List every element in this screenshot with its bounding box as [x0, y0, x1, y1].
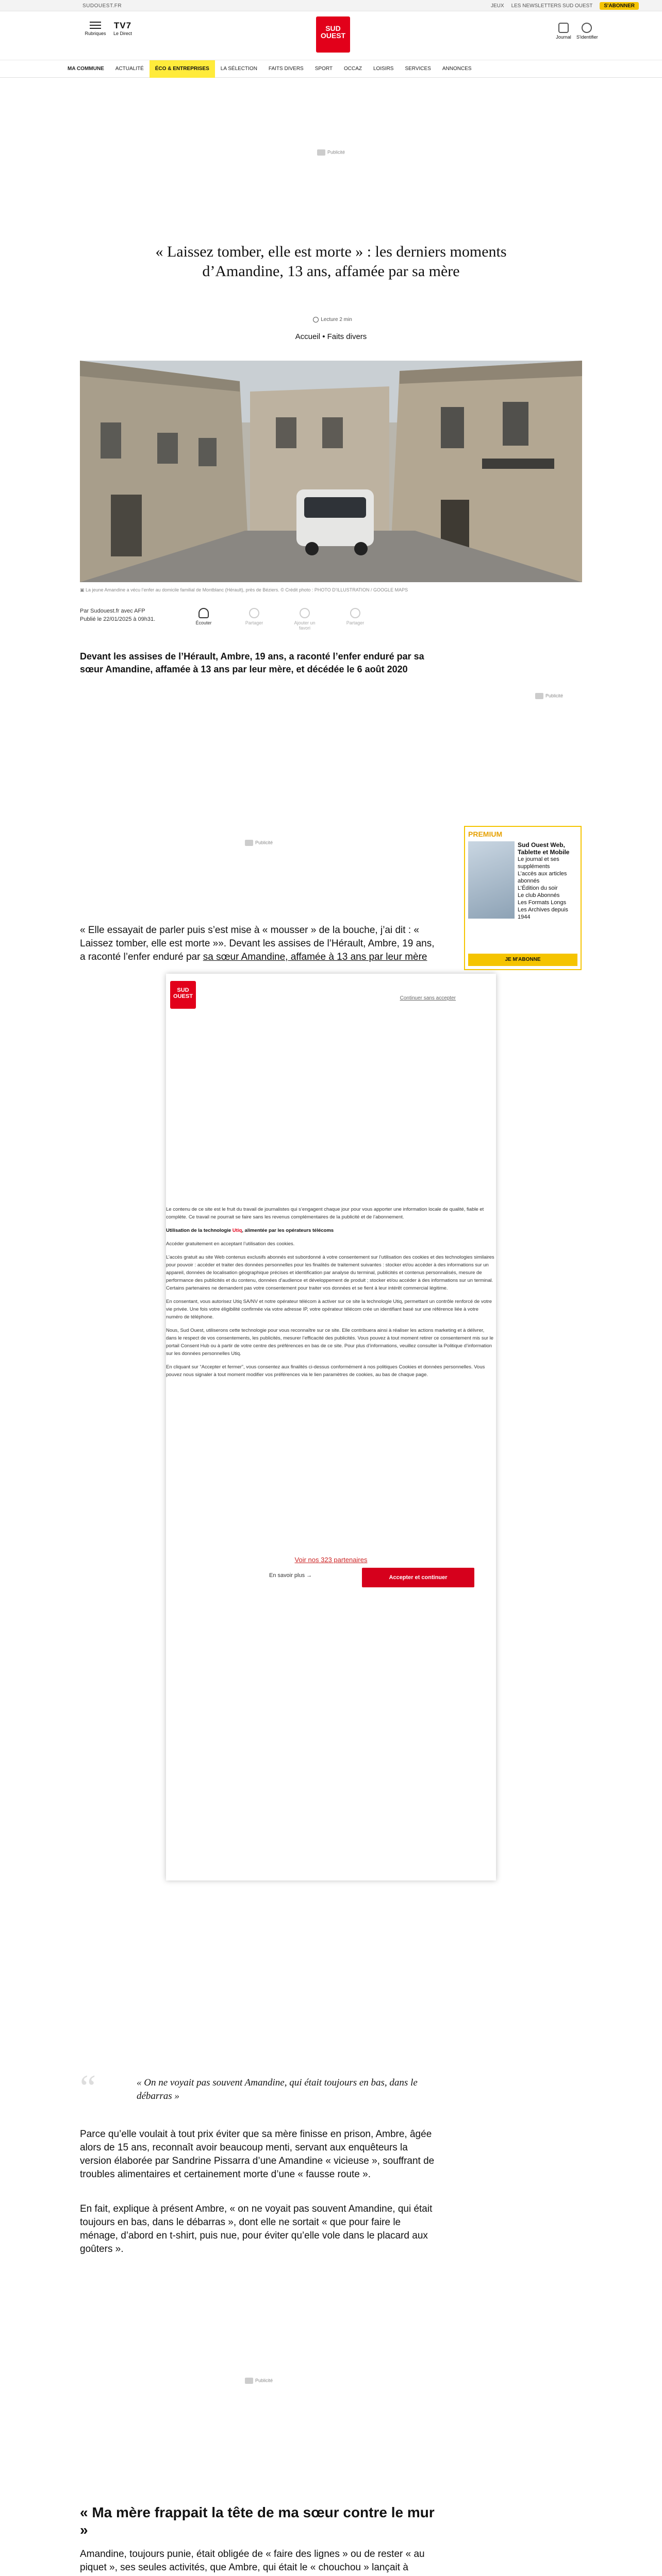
- clock-icon: [313, 317, 319, 323]
- continue-without-accepting-link[interactable]: Continuer sans accepter: [400, 995, 456, 1001]
- utility-links: [491, 2, 639, 10]
- breadcrumb[interactable]: Accueil • Faits divers: [295, 332, 367, 341]
- author: Par Sudouest.fr avec AFP: [80, 608, 145, 614]
- section-heading: « Ma mère frappait la tête de ma sœur contre le mur »: [80, 2504, 435, 2538]
- paragraph-4: Amandine, toujours punie, était obligée de « faire des lignes » ou de rester « au piquet », ses seules activités, que Ambre, qui était le « chouchou » lançait à: [80, 2549, 425, 2573]
- logo-line2: OUEST: [320, 31, 346, 40]
- bookmark-icon: [300, 608, 310, 618]
- share-icon: [249, 608, 259, 618]
- ad-slot-inline: [217, 2378, 301, 2384]
- partners-link[interactable]: Voir nos 323 partenaires: [294, 1556, 368, 1564]
- bookmark-label: Ajouter un favori: [294, 620, 316, 631]
- tv7-live-button[interactable]: [113, 21, 132, 36]
- consent-paragraph: Accéder gratuitement en acceptant l’utilisation des cookies.: [166, 1241, 295, 1247]
- publish-date: Publié le 22/01/2025 à 09h31.: [80, 616, 156, 622]
- listen-label: Écouter: [195, 620, 212, 625]
- listen-button[interactable]: [188, 608, 219, 631]
- nav-item-eco[interactable]: ÉCO & ENTREPRISES: [150, 60, 215, 78]
- nav-item-sport[interactable]: SPORT: [315, 66, 333, 72]
- accept-continue-button[interactable]: Accepter et continuer: [362, 1568, 474, 1587]
- nav-item-selection[interactable]: LA SÉLECTION: [220, 66, 257, 72]
- nav-item-faits-divers[interactable]: FAITS DIVERS: [268, 66, 304, 72]
- consent-paragraph: Nous, Sud Ouest, utiliserons cette technologie pour vous reconnaître sur ce site. Elle contribuera ainsi à réaliser les actions marketing et à délivrer, dans le respect de vos consentements, les publicités, mesurer l’efficacité des publicités. Vous pouvez à tout moment retirer ce consentement mis sur le portail Consent Hub ou à partir de votre centre des préférences en bas de ce site. Pour plus d’informations, veuillez consulter la Politique d’information sur les données personnelles Utiq.: [166, 1328, 494, 1357]
- nav-item-ma-commune[interactable]: MA COMMUNE: [68, 66, 104, 72]
- site-label: SUDOUEST.FR: [82, 3, 122, 9]
- ad-icon: [245, 2378, 253, 2384]
- consent-paragraph: L’accès gratuit au site Web contenus exclusifs abonnés est subordonné à votre consentement sur l’utilisation des cookies et des technologies similaires pour pouvoir : accéder et traiter des données personnelles pour les finalités de traitement suivantes : stocker et/ou accéder à des informations sur un appareil, données de localisation géographique précises et identification par analyse du terminal, publicités et contenus personnalisés, mesure de performance des publicités et du contenu, données d’audience et développement de produit ; stocker et/ou accéder à des informations sur un terminal. Certains partenaires ne demandent pas votre consentement pour traiter vos données et se fient à leur intérêt commercial légitime.: [166, 1255, 494, 1291]
- article-actions: [188, 608, 371, 631]
- utility-bar: [0, 0, 662, 11]
- premium-subscribe-button[interactable]: JE M'ABONNE: [468, 954, 577, 966]
- share-label-2: Partager: [346, 620, 365, 625]
- ad-label: Publicité: [545, 693, 564, 699]
- premium-line: Le club Abonnés: [518, 892, 560, 899]
- headphones-icon: [198, 608, 209, 618]
- premium-line: Les Formats Longs: [518, 900, 567, 906]
- share-button[interactable]: [239, 608, 270, 631]
- byline: [80, 607, 155, 623]
- newsletters-link[interactable]: LES NEWSLETTERS SUD OUEST: [511, 3, 593, 9]
- related-article-link[interactable]: sa sœur Amandine, affamée à 13 ans par leur mère: [203, 952, 427, 962]
- consent-paragraph: En consentant, vous autorisez Utiq SA/NV et notre opérateur télécom à activer sur ce site la technologie Utiq, permettant un contrôle renforcé de votre vie privée. Une fois votre éligibilité confirmée via votre adresse IP, votre opérateur télécom crée un identifiant basé sur une référence liée à votre numéro de téléphone.: [166, 1299, 492, 1320]
- nav-item-actualite[interactable]: ACTUALITÉ: [115, 66, 144, 72]
- premium-line: L’accès aux articles abonnés: [518, 871, 567, 884]
- user-icon: [582, 23, 592, 33]
- ad-icon: [317, 149, 325, 156]
- paragraph-1: [80, 924, 436, 964]
- main-nav: [0, 60, 662, 78]
- ad-slot-mid: [217, 840, 301, 846]
- tv7-sub: Le Direct: [113, 31, 133, 36]
- menu-button[interactable]: [82, 22, 108, 36]
- pull-quote-1: [80, 2068, 436, 2108]
- consent-logo-line1: SUD: [177, 987, 189, 993]
- hamburger-icon: [90, 22, 101, 29]
- utiq-heading-rest: , alimentée par les opérateurs télécoms: [242, 1228, 334, 1233]
- paragraph-2: Parce qu’elle voulait à tout prix éviter que sa mère finisse en prison, Ambre, âgée alors de 15 ans, reconnaît avoir beaucoup menti, servant aux enquêteurs la version élaborée par Sandrine Pissarra d’une Amandine « vicieuse », souffrant de troubles alimentaires et certainement morte d’une « fausse route ».: [80, 2129, 435, 2180]
- share-button-2[interactable]: [340, 608, 371, 631]
- quote-mark-icon: “: [80, 2068, 96, 2108]
- login-label: S'identifier: [576, 35, 598, 40]
- ad-slot-top: [289, 149, 373, 156]
- consent-body: [166, 1206, 496, 1384]
- paragraph-1-text: « Elle essayait de parler puis s’est mise à « mousser » de la bouche, j’ai dit : « Laissez tomber, elle est morte »». Devant les assises de l’Hérault, Ambre, 19 ans, a raconté l’enfer enduré par: [80, 925, 435, 962]
- subscribe-top-button[interactable]: S'ABONNER: [600, 2, 639, 10]
- premium-line: Les Archives depuis 1944: [518, 907, 568, 920]
- consent-paragraph: Le contenu de ce site est le fruit du travail de journalistes qui s’engagent chaque jour pour vous apporter une information locale de qualité, fiable et complète. Ce travail ne pourrait se faire sans les revenus complémentaires de la publicité et de l’abonnement.: [166, 1207, 484, 1220]
- menu-label: Rubriques: [85, 31, 106, 36]
- premium-title: Sud Ouest Web, Tablette et Mobile: [518, 841, 570, 856]
- logo-line1: SUD: [325, 24, 341, 32]
- tv7-title: TV7: [113, 21, 132, 30]
- read-time: [304, 317, 361, 323]
- share-icon-2: [350, 608, 360, 618]
- article-lead: Devant les assises de l’Hérault, Ambre, 19 ans, a raconté l’enfer enduré par sa sœur Amandine, affamée à 13 ans par leur mère, et décédée le 6 août 2020: [80, 651, 424, 674]
- ad-label: Publicité: [255, 2378, 273, 2383]
- utiq-heading: [166, 1227, 496, 1234]
- paragraph-3: En fait, explique à présent Ambre, « on ne voyait pas souvent Amandine, qui était toujours en bas, dans le débarras », dont elle ne sortait « que pour faire le ménage, d’abord en t-shirt, puis nue, pour éviter qu’elle vole dans le placard aux goûters ».: [80, 2204, 433, 2255]
- photo-caption: [80, 587, 582, 593]
- read-time-text: Lecture 2 min: [321, 317, 352, 323]
- premium-line: L’Édition du soir: [518, 885, 558, 891]
- ad-label: Publicité: [255, 840, 273, 845]
- pull-quote-1-text: « On ne voyait pas souvent Amandine, qui était toujours en bas, dans le débarras »: [137, 2077, 418, 2102]
- caption-text: La jeune Amandine a vécu l’enfer au domicile familial de Montblanc (Hérault), près de Béziers. © Crédit photo : PHOTO D’ILLUSTRATION / GOOGLE MAPS: [86, 587, 408, 592]
- bookmark-button[interactable]: [289, 608, 320, 631]
- sud-ouest-logo[interactable]: [316, 16, 350, 53]
- ad-icon: [535, 693, 543, 699]
- ad-slot-right: [516, 693, 583, 699]
- premium-line: Le journal et ses suppléments: [518, 856, 559, 870]
- nav-item-services[interactable]: SERVICES: [405, 66, 431, 72]
- utiq-brand: Utiq: [232, 1228, 242, 1233]
- learn-more-link[interactable]: En savoir plus →: [269, 1572, 312, 1579]
- street-photo: [80, 361, 582, 582]
- games-link[interactable]: JEUX: [491, 3, 504, 9]
- premium-box[interactable]: [464, 826, 582, 970]
- nav-item-occaz[interactable]: OCCAZ: [344, 66, 362, 72]
- ad-label: Publicité: [327, 149, 345, 155]
- premium-header: PREMIUM: [468, 830, 503, 838]
- article-title: « Laissez tomber, elle est morte » : les derniers moments d’Amandine, 13 ans, affamée par sa mère: [155, 243, 507, 280]
- journal-label: Journal: [556, 35, 571, 40]
- consent-modal: [166, 974, 496, 1880]
- ad-icon: [245, 840, 253, 846]
- premium-devices-image: [468, 841, 515, 919]
- hero-image: [80, 361, 582, 582]
- nav-item-loisirs[interactable]: LOISIRS: [373, 66, 394, 72]
- nav-item-annonces[interactable]: ANNONCES: [442, 66, 472, 72]
- camera-icon: ▣: [80, 587, 86, 592]
- share-label: Partager: [245, 620, 263, 625]
- site-header: [0, 11, 662, 60]
- consent-logo-line2: OUEST: [173, 993, 193, 1000]
- consent-logo: [170, 981, 196, 1009]
- login-button[interactable]: [576, 23, 597, 40]
- journal-button[interactable]: [553, 23, 574, 40]
- consent-paragraph: En cliquant sur “Accepter et fermer”, vous consentez aux finalités ci-dessus conformément à nos politiques Cookies et données personnelles. Vous pouvez nous signaler à tout moment modifier vos préférences via le lien paramètres de cookies, au bas de chaque page.: [166, 1364, 485, 1378]
- utiq-heading-bold: Utilisation de la technologie: [166, 1228, 231, 1233]
- newspaper-icon: [558, 23, 569, 33]
